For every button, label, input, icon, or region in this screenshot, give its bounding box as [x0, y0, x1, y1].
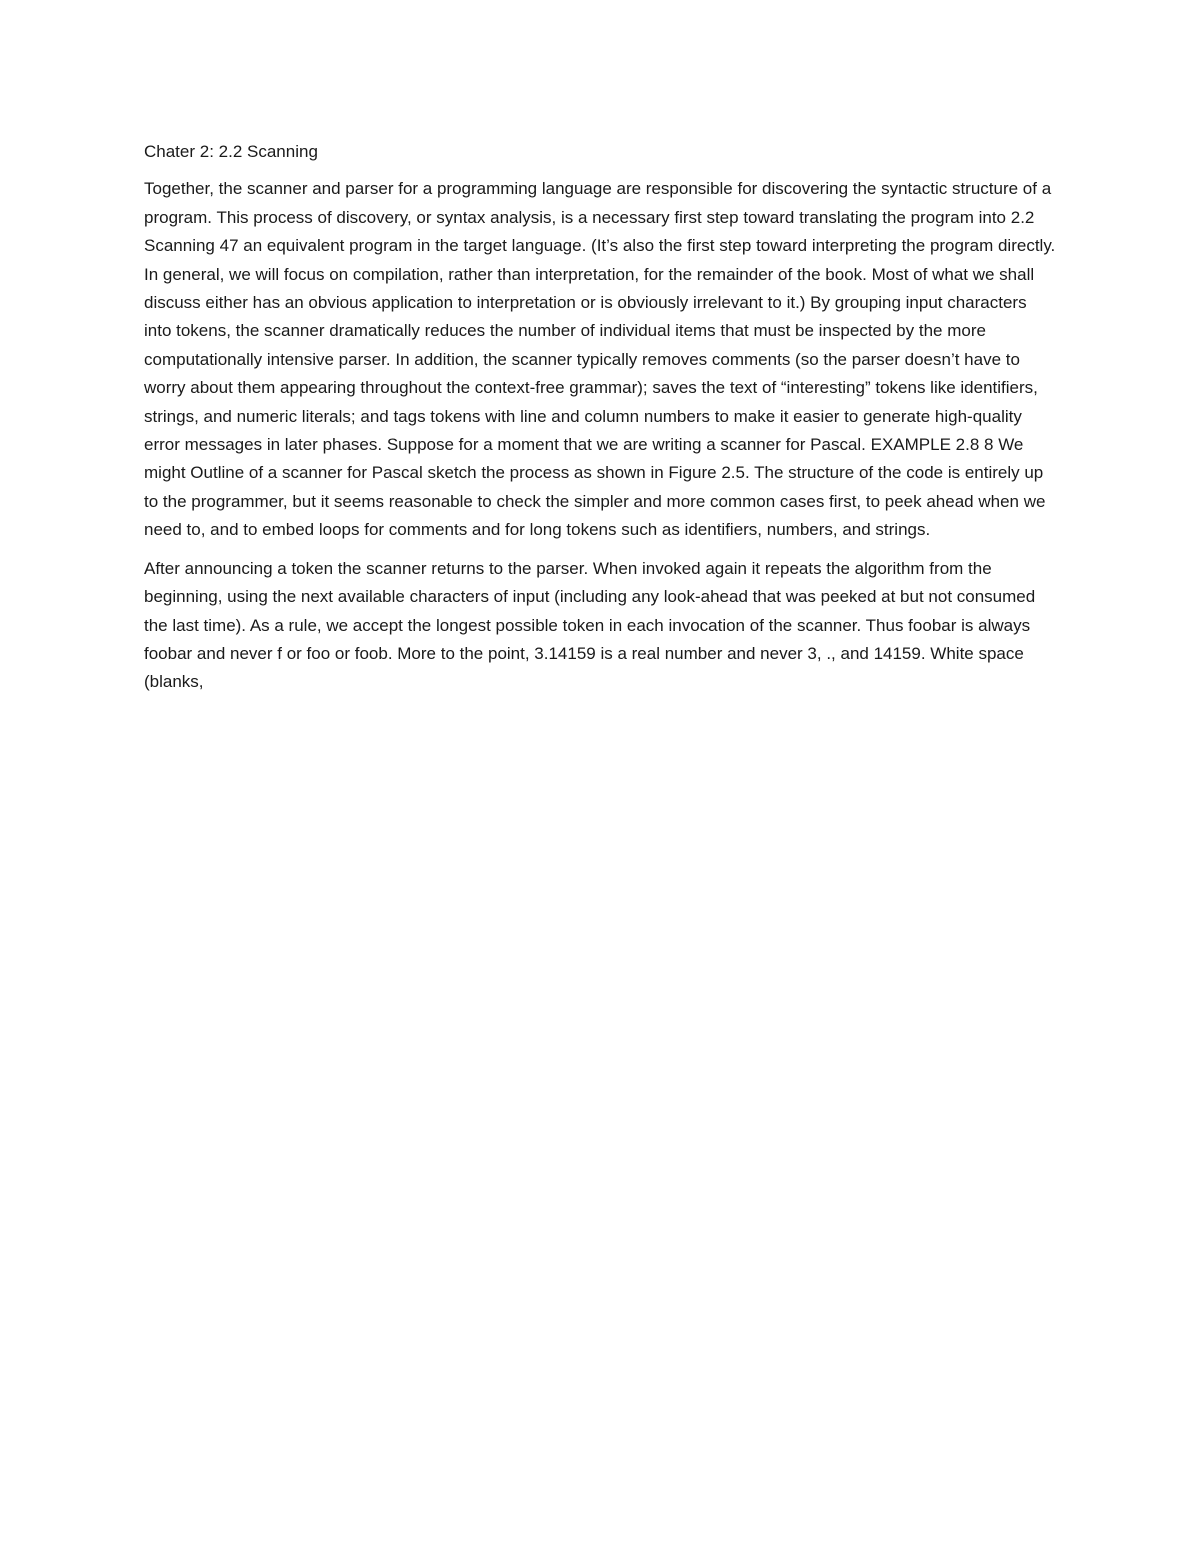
- document-heading: Chater 2: 2.2 Scanning: [144, 142, 318, 161]
- paragraph-2: After announcing a token the scanner returns to the parser. When invoked again it repeats the algorithm from the beginning, using the next available characters of input (including any look-ahead that was peeked at but not consumed the last time). As a rule, we accept the longest possible token in each invocation of the scanner. Thus foobar is always foobar and never f or foo or foob. More to the point, 3.14159 is a real number and never 3, ., and 14159. White space (blanks,: [144, 558, 1036, 692]
- paragraph-1: Together, the scanner and parser for a programming language are responsible for discovering the syntactic structure of a program. This process of discovery, or syntax analysis, is a necessary first step toward translating the program into 2.2 Scanning 47 an equivalent program in the target language. (It’s also the first step toward interpreting the program directly. In general, we will focus on compilation, rather than interpretation, for the remainder of the book. Most of what we shall discuss either has an obvious application to interpretation or is obviously irrelevant to it.) By grouping input characters into tokens, the scanner dramatically reduces the number of individual items that must be inspected by the more computationally intensive parser. In addition, the scanner typically removes comments (so the parser doesn’t have to worry about them appearing throughout the context-free grammar); saves the text of “interesting” tokens like identifiers, strings, and numeric literals; and tags tokens with line and column numbers to make it easier to generate high-quality error messages in later phases. Suppose for a moment that we are writing a scanner for Pascal. EXAMPLE 2.8 8 We might Outline of a scanner for Pascal sketch the process as shown in Figure 2.5. The structure of the code is entirely up to the programmer, but it seems reasonable to check the simpler and more common cases first, to peek ahead when we need to, and to embed loops for comments and for long tokens such as identifiers, numbers, and strings.: [144, 179, 1056, 540]
- document-body: [144, 138, 1056, 707]
